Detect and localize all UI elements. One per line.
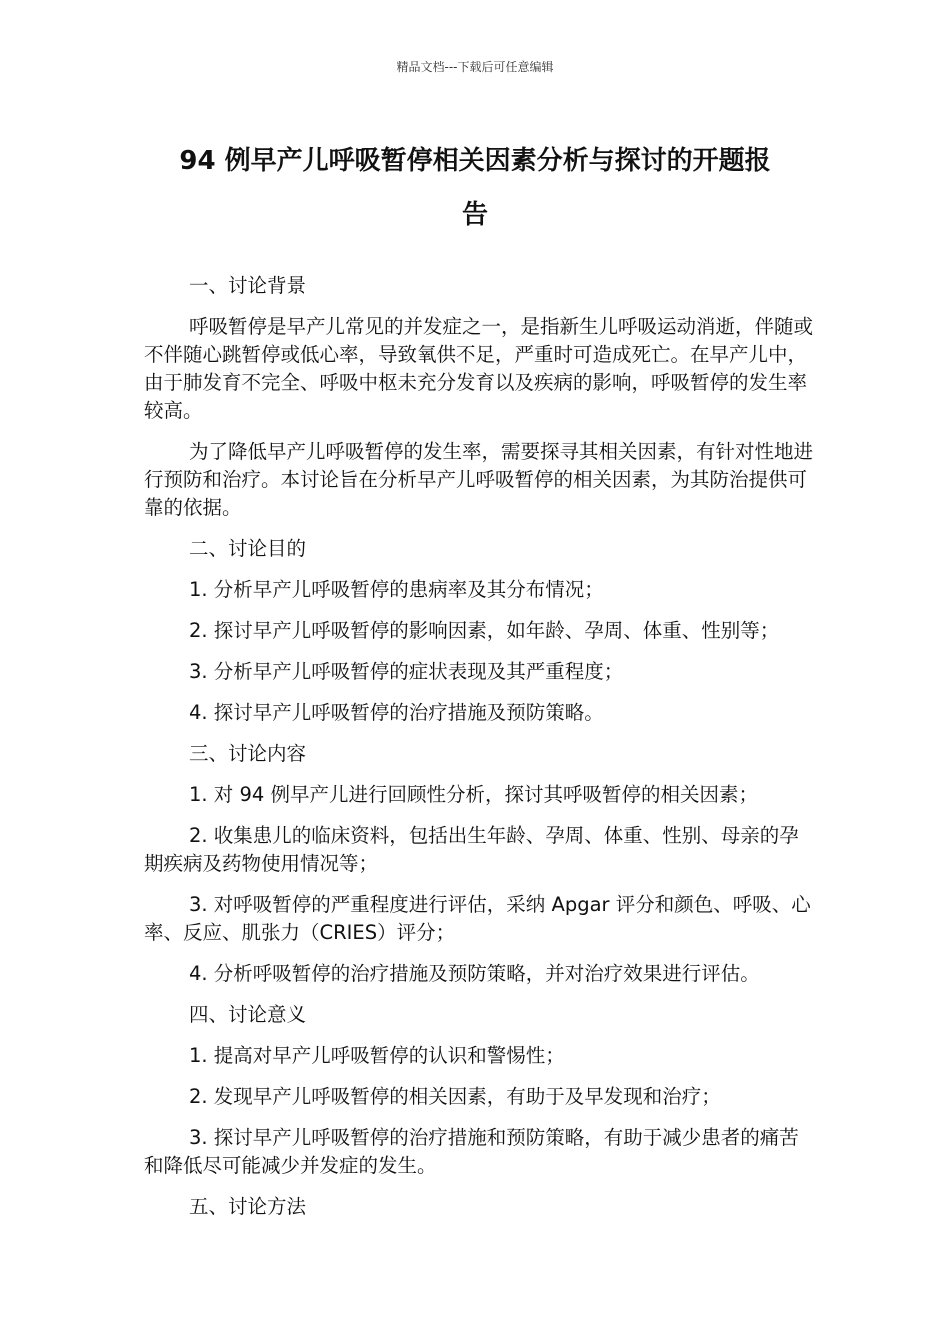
document-title-line-1: 94 例早产儿呼吸暂停相关因素分析与探讨的开题报 bbox=[179, 146, 771, 176]
list-item: 1. 分析早产儿呼吸暂停的患病率及其分布情况； bbox=[189, 578, 604, 601]
list-item: 3. 分析早产儿呼吸暂停的症状表现及其严重程度； bbox=[189, 660, 624, 683]
document-body bbox=[144, 272, 816, 1234]
list-item: 4. 分析呼吸暂停的治疗措施及预防策略，并对治疗效果进行评估。 bbox=[189, 962, 760, 985]
list-item: 2. 收集患儿的临床资料，包括出生年龄、孕周、体重、性别、母亲的孕期疾病及药物使用情况等； bbox=[144, 824, 799, 875]
document-title bbox=[145, 134, 805, 242]
list-item: 2. 发现早产儿呼吸暂停的相关因素，有助于及早发现和治疗； bbox=[189, 1085, 721, 1108]
list-item: 4. 探讨早产儿呼吸暂停的治疗措施及预防策略。 bbox=[189, 701, 604, 724]
section-heading-significance: 四、讨论意义 bbox=[189, 1003, 307, 1026]
list-item: 1. 提高对早产儿呼吸暂停的认识和警惕性； bbox=[189, 1044, 565, 1067]
list-item: 3. 探讨早产儿呼吸暂停的治疗措施和预防策略，有助于减少患者的痛苦和降低尽可能减少并发症的发生。 bbox=[144, 1126, 799, 1177]
page-header: 精品文档---下载后可任意编辑 bbox=[396, 60, 554, 74]
list-item: 1. 对 94 例早产儿进行回顾性分析，探讨其呼吸暂停的相关因素； bbox=[189, 783, 759, 806]
section-heading-objectives: 二、讨论目的 bbox=[189, 537, 307, 560]
paragraph: 为了降低早产儿呼吸暂停的发生率，需要探寻其相关因素，有针对性地进行预防和治疗。本讨论旨在分析早产儿呼吸暂停的相关因素，为其防治提供可靠的依据。 bbox=[144, 440, 814, 519]
list-item: 3. 对呼吸暂停的严重程度进行评估，采纳 Apgar 评分和颜色、呼吸、心率、反应、肌张力（CRIES）评分； bbox=[144, 893, 811, 944]
paragraph: 呼吸暂停是早产儿常见的并发症之一，是指新生儿呼吸运动消逝，伴随或不伴随心跳暂停或低心率，导致氧供不足，严重时可造成死亡。在早产儿中，由于肺发育不完全、呼吸中枢未充分发育以及疾病的影响，呼吸暂停的发生率较高。 bbox=[144, 315, 814, 422]
section-heading-background: 一、讨论背景 bbox=[189, 274, 307, 297]
section-heading-methods: 五、讨论方法 bbox=[189, 1195, 307, 1218]
list-item: 2. 探讨早产儿呼吸暂停的影响因素，如年龄、孕周、体重、性别等； bbox=[189, 619, 780, 642]
section-heading-content: 三、讨论内容 bbox=[189, 742, 307, 765]
document-title-line-2: 告 bbox=[461, 200, 488, 230]
